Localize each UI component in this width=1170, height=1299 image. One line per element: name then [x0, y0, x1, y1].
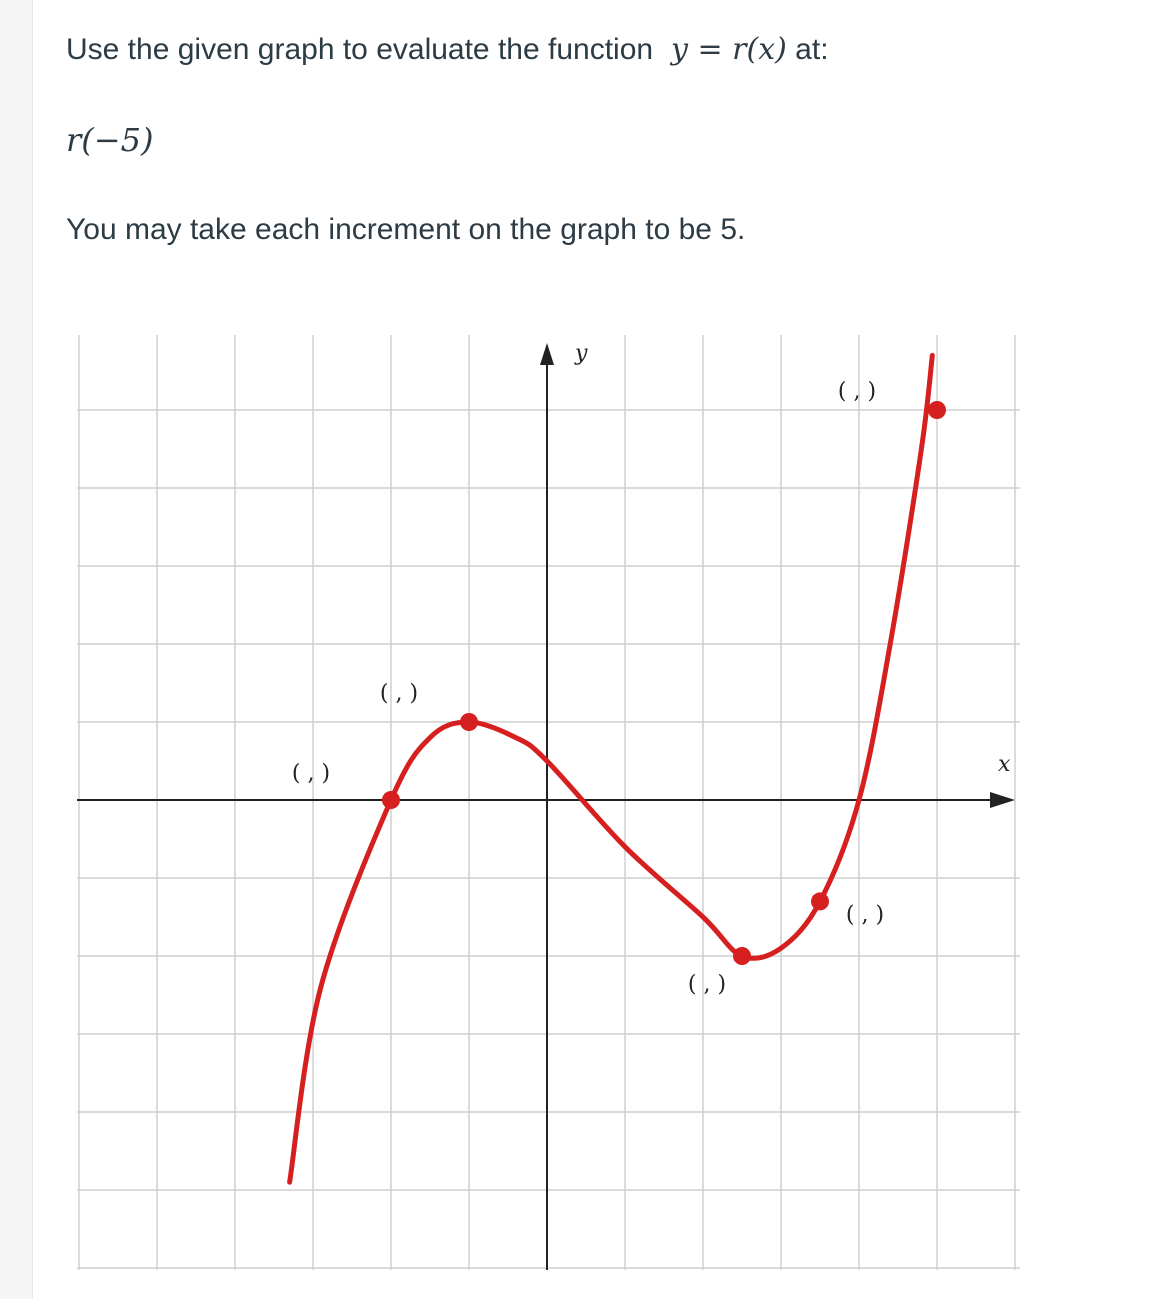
function-graph [60, 325, 1030, 1280]
left-margin-rule [0, 0, 33, 1299]
prompt-prefix: Use the given graph to evaluate the function [66, 33, 654, 66]
function-rhs: r(x) [732, 32, 787, 67]
point-coordinate-label: ( , ) [687, 972, 727, 997]
curve-point-marker [460, 713, 478, 731]
function-lhs: y [670, 32, 688, 67]
x-axis-label: x [998, 752, 1011, 777]
curve-layer [290, 355, 933, 1182]
x-axis-arrow [990, 792, 1015, 808]
curve-point-marker [811, 892, 829, 910]
axes [77, 341, 1015, 1270]
y-axis-arrow [540, 343, 554, 365]
point-coordinate-label: ( , ) [379, 681, 419, 706]
point-coordinate-label: ( , ) [845, 902, 885, 928]
curve-point-marker [928, 401, 946, 419]
question-body [66, 28, 1130, 252]
function-notation [661, 32, 786, 67]
grid-lines [77, 335, 1020, 1270]
function-curve [290, 355, 933, 1182]
function-eq: = [697, 32, 723, 67]
curve-point-marker [382, 791, 400, 809]
curve-point-marker [733, 947, 751, 965]
point-coordinate-label: ( , ) [837, 379, 877, 404]
prompt-suffix: at: [795, 33, 829, 66]
y-axis-label: y [575, 341, 588, 366]
evaluate-expression: r(−5) [66, 121, 154, 159]
question-prompt [66, 28, 1130, 72]
increment-instruction: You may take each increment on the graph to be 5. [66, 213, 746, 246]
point-coordinate-label: ( , ) [291, 761, 331, 786]
points-layer [292, 379, 946, 997]
